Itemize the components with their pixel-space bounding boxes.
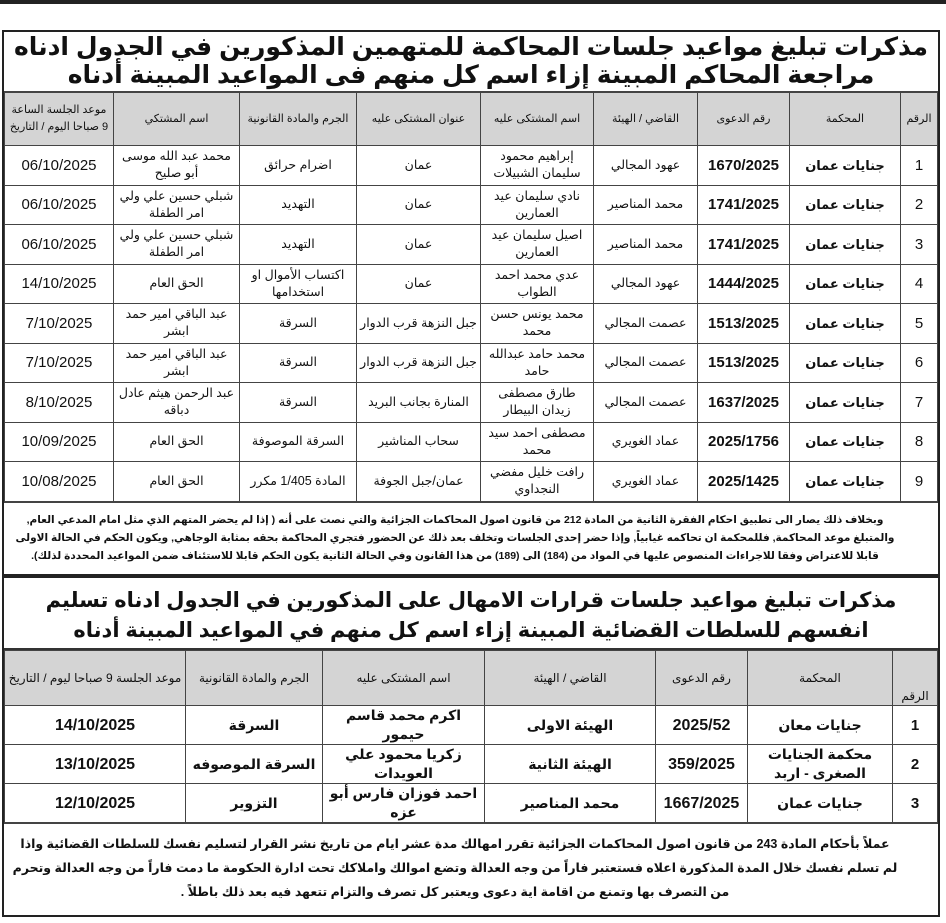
cell-date: 12/10/2025 (5, 784, 186, 823)
cell-defendant: اصيل سليمان عيد العمارين (481, 225, 594, 265)
cell-num: 1 (901, 146, 938, 186)
cell-judge: عهود المجالي (594, 264, 698, 304)
cell-judge: الهيئة الثانية (485, 745, 656, 784)
column-header-crime: الجرم والمادة القانونية (186, 651, 323, 706)
cell-num: 2 (901, 185, 938, 225)
cell-court: جنايات عمان (790, 383, 901, 423)
column-header-complainant: اسم المشتكي (114, 93, 240, 146)
cell-case: 359/2025 (656, 745, 748, 784)
cell-crime: السرقة (240, 343, 357, 383)
cell-complainant: الحق العام (114, 264, 240, 304)
cell-court: جنايات عمان (790, 304, 901, 344)
cell-complainant: عبد الباقي امير حمد ابشر (114, 304, 240, 344)
cell-crime: السرقة الموصوفه (186, 745, 323, 784)
cell-address: المنارة بجانب البريد (357, 383, 481, 423)
cell-judge: عصمت المجالي (594, 383, 698, 423)
cell-court: جنايات معان (748, 706, 893, 745)
cell-judge: محمد المناصير (594, 225, 698, 265)
cell-crime: اكتساب الأموال او استخدامها (240, 264, 357, 304)
column-header-defendant: اسم المشتكى عليه (323, 651, 485, 706)
cell-defendant: احمد فوزان فارس أبو عزه (323, 784, 485, 823)
table-row (5, 146, 938, 186)
cell-date: 13/10/2025 (5, 745, 186, 784)
cell-case: 1513/2025 (698, 343, 790, 383)
column-header-address: عنوان المشتكى عليه (357, 93, 481, 146)
cell-judge: محمد المناصير (485, 784, 656, 823)
cell-num: 5 (901, 304, 938, 344)
cell-date: 06/10/2025 (5, 225, 114, 265)
cell-court: جنايات عمان (790, 264, 901, 304)
cell-num: 1 (893, 706, 938, 745)
column-header-date: موعد الجلسة الساعة 9 صباحا اليوم / التاريخ (5, 93, 114, 146)
cell-crime: السرقة (186, 706, 323, 745)
column-header-judge: القاضي / الهيئة (594, 93, 698, 146)
cell-date: 14/10/2025 (5, 706, 186, 745)
cell-judge: عصمت المجالي (594, 304, 698, 344)
notice-trial-sessions (2, 30, 940, 576)
cell-address: جبل النزهة قرب الدوار (357, 343, 481, 383)
cell-crime: التزوير (186, 784, 323, 823)
cell-complainant: شبلي حسين علي ولي امر الطفلة (114, 225, 240, 265)
cell-court: جنايات عمان (790, 225, 901, 265)
cell-case: 1513/2025 (698, 304, 790, 344)
cell-defendant: رافت خليل مفضي النجداوي (481, 462, 594, 502)
column-header-court: المحكمة (748, 651, 893, 706)
notice2-legal-paragraph: عملاً بأحكام المادة 243 من قانون اصول المحاكمات الجزائية تقرر امهالك مدة عشر ايام من تاريخ نشر القرار لتسليم نفسك للسلطات القضائية واذا لم تسلم نفسك خلال المدة المذكورة اعلاه فستعتبر فاراً من وجه العدالة وتضع اموالك واملاكك تحت ادارة الحكومة ما دمت فاراً من وجه العدالة وتحرم من التصرف بها وتمنع من اقامة اية دعوى ويعتبر كل تصرف والتزام تتعهد فيه بعد ذلك باطلاً . (4, 823, 938, 917)
cell-court: جنايات عمان (790, 146, 901, 186)
cell-judge: عماد الغويري (594, 422, 698, 462)
cell-date: 10/08/2025 (5, 462, 114, 502)
column-header-defendant: اسم المشتكى عليه (481, 93, 594, 146)
cell-address: عمان (357, 225, 481, 265)
cell-judge: عصمت المجالي (594, 343, 698, 383)
cell-crime: المادة 1/405 مكرر (240, 462, 357, 502)
table-row (5, 462, 938, 502)
cell-court: محكمة الجنايات الصغرى - اربد (748, 745, 893, 784)
cell-defendant: محمد حامد عبدالله حامد (481, 343, 594, 383)
cell-case: 1637/2025 (698, 383, 790, 423)
top-rule (0, 0, 946, 4)
column-header-court: المحكمة (790, 93, 901, 146)
cell-date: 8/10/2025 (5, 383, 114, 423)
cell-judge: محمد المناصير (594, 185, 698, 225)
cell-date: 06/10/2025 (5, 146, 114, 186)
table-row (5, 422, 938, 462)
cell-case: 2025/1756 (698, 422, 790, 462)
cell-court: جنايات عمان (748, 784, 893, 823)
cell-defendant: عدي محمد احمد الطواب (481, 264, 594, 304)
cell-case: 2025/1425 (698, 462, 790, 502)
table-row (5, 225, 938, 265)
cell-defendant: طارق مصطفى زيدان البيطار (481, 383, 594, 423)
cell-court: جنايات عمان (790, 185, 901, 225)
column-header-judge: القاضي / الهيئة (485, 651, 656, 706)
column-header-crime: الجرم والمادة القانونية (240, 93, 357, 146)
cell-complainant: شبلي حسين علي ولي امر الطفلة (114, 185, 240, 225)
table-row (5, 304, 938, 344)
cell-court: جنايات عمان (790, 462, 901, 502)
notice2-title: مذكرات تبليغ مواعيد جلسات قرارات الامهال على المذكورين في الجدول ادناه تسليم انفسهم للسلطات القضائية المبينة إزاء اسم كل منهم في المواعيد المبينة أدناه (4, 578, 938, 650)
table-row (5, 185, 938, 225)
cell-complainant: الحق العام (114, 462, 240, 502)
cell-complainant: محمد عبد الله موسى أبو صليح (114, 146, 240, 186)
cell-court: جنايات عمان (790, 343, 901, 383)
column-header-num: الرقم (901, 93, 938, 146)
cell-num: 2 (893, 745, 938, 784)
cell-num: 4 (901, 264, 938, 304)
cell-complainant: الحق العام (114, 422, 240, 462)
table-row (5, 784, 938, 823)
surrender-table (4, 650, 938, 823)
cell-case: 2025/52 (656, 706, 748, 745)
cell-crime: السرقة (240, 304, 357, 344)
cell-address: جبل النزهة قرب الدوار (357, 304, 481, 344)
column-header-case: رقم الدعوى (656, 651, 748, 706)
table-row (5, 383, 938, 423)
cell-complainant: عبد الرحمن هيثم عادل دباقه (114, 383, 240, 423)
notice1-title: مذكرات تبليغ مواعيد جلسات المحاكمة للمتهمين المذكورين في الجدول ادناه مراجعة المحاكم المبينة إزاء اسم كل منهم فى المواعيد المبينة أدناه (4, 32, 938, 92)
trial-sessions-table (4, 92, 938, 502)
cell-num: 3 (893, 784, 938, 823)
cell-case: 1741/2025 (698, 225, 790, 265)
cell-defendant: إبراهيم محمود سليمان الشبيلات (481, 146, 594, 186)
table-row (5, 706, 938, 745)
cell-date: 10/09/2025 (5, 422, 114, 462)
cell-address: سحاب المناشير (357, 422, 481, 462)
notice1-legal-paragraph: وبخلاف ذلك يصار الى تطبيق احكام الفقرة الثانية من المادة 212 من قانون اصول المحاكمات الجزائية والتي نصت على أنه ( إذا لم يحضر المتهم الذي مثل امام المدعي العام, والمتبلغ موعد المحاكمة, فللمحكمة ان تحاكمه غيابياً, وإذا حضر إحدى الجلسات وتخلف بعد ذلك عن الحضور فتجري المحاكمة بحقه بمثابة الوجاهي, ويكون الحكم في الحالة الاولى قابلا للاعتراض وفقا للاجراءات المنصوص عليها في المواد من (184) الى (189) من هذا القانون وفي الحالة الثانية يكون الحكم قابلا للاستئناف ضمن المواعيد المحددة لذلك). (4, 502, 938, 582)
table-row (5, 343, 938, 383)
cell-num: 6 (901, 343, 938, 383)
cell-num: 9 (901, 462, 938, 502)
cell-case: 1444/2025 (698, 264, 790, 304)
cell-defendant: مصطفى احمد سيد محمد (481, 422, 594, 462)
cell-address: عمان (357, 146, 481, 186)
cell-judge: الهيئة الاولى (485, 706, 656, 745)
table-row (5, 745, 938, 784)
cell-crime: اضرام حرائق (240, 146, 357, 186)
cell-judge: عهود المجالي (594, 146, 698, 186)
cell-complainant: عبد الباقي امير حمد ابشر (114, 343, 240, 383)
cell-num: 7 (901, 383, 938, 423)
column-header-num: الرقم (893, 651, 938, 706)
cell-crime: التهديد (240, 185, 357, 225)
cell-crime: السرقة الموصوفة (240, 422, 357, 462)
column-header-case: رقم الدعوى (698, 93, 790, 146)
cell-crime: السرقة (240, 383, 357, 423)
table-row (5, 264, 938, 304)
cell-case: 1741/2025 (698, 185, 790, 225)
cell-defendant: اكرم محمد قاسم حيمور (323, 706, 485, 745)
cell-num: 3 (901, 225, 938, 265)
cell-num: 8 (901, 422, 938, 462)
cell-defendant: نادي سليمان عيد العمارين (481, 185, 594, 225)
cell-date: 06/10/2025 (5, 185, 114, 225)
cell-address: عمان/جبل الجوفة (357, 462, 481, 502)
cell-address: عمان (357, 264, 481, 304)
cell-case: 1667/2025 (656, 784, 748, 823)
cell-court: جنايات عمان (790, 422, 901, 462)
cell-judge: عماد الغويري (594, 462, 698, 502)
cell-date: 7/10/2025 (5, 343, 114, 383)
cell-defendant: محمد يونس حسن محمد (481, 304, 594, 344)
cell-defendant: زكريا محمود علي العويدات (323, 745, 485, 784)
cell-date: 7/10/2025 (5, 304, 114, 344)
cell-crime: التهديد (240, 225, 357, 265)
cell-address: عمان (357, 185, 481, 225)
notice-surrender-deadlines (2, 576, 940, 917)
cell-date: 14/10/2025 (5, 264, 114, 304)
column-header-date: موعد الجلسة 9 صباحا ليوم / التاريخ (5, 651, 186, 706)
cell-case: 1670/2025 (698, 146, 790, 186)
